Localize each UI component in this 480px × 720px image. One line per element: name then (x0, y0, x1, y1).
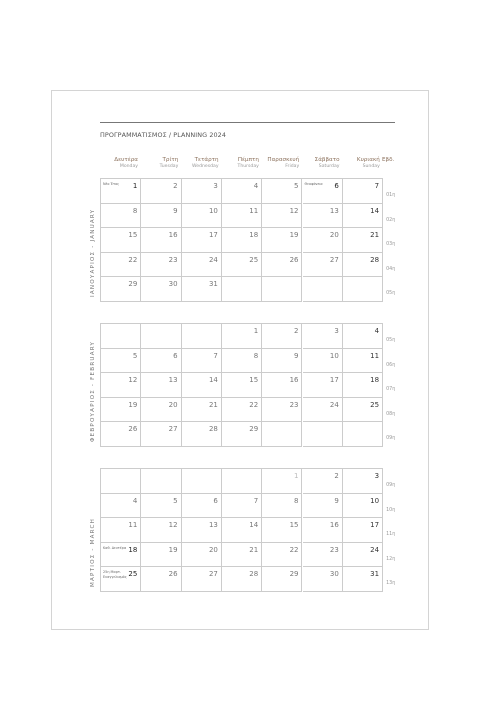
week-number: 09η (386, 436, 396, 442)
day-number: 12 (289, 206, 299, 215)
day-number: 29 (249, 425, 259, 434)
day-number: 13 (329, 206, 339, 215)
day-number: 14 (249, 521, 259, 530)
day-cell[interactable] (182, 469, 222, 494)
week-number: 09η (386, 483, 396, 488)
day-cell[interactable] (182, 373, 222, 398)
day-cell[interactable] (141, 543, 181, 568)
day-number: 31 (208, 280, 218, 289)
day-number: 15 (249, 376, 259, 385)
day-cell[interactable] (343, 422, 383, 447)
day-cell[interactable] (343, 253, 383, 278)
weekday-greek: Τετάρτη (194, 157, 219, 163)
day-number: 24 (329, 400, 339, 409)
day-cell[interactable] (262, 253, 302, 278)
day-number: 21 (208, 400, 218, 409)
day-number: 1 (132, 182, 138, 190)
day-number: 5 (294, 182, 299, 190)
day-cell[interactable] (182, 349, 222, 374)
day-cell[interactable] (182, 324, 222, 349)
day-cell[interactable] (101, 253, 141, 278)
day-cell[interactable] (222, 179, 262, 204)
day-cell[interactable] (222, 373, 262, 398)
day-number: 30 (168, 280, 178, 289)
day-number: 27 (168, 425, 178, 434)
day-number: 17 (329, 376, 339, 385)
day-cell[interactable] (141, 422, 181, 447)
day-cell[interactable] (141, 494, 181, 519)
day-cell[interactable] (222, 469, 262, 494)
weekday-english: Saturday (318, 164, 340, 169)
day-number: 25 (249, 255, 259, 264)
day-number: 4 (132, 496, 138, 505)
weekday-greek: Δευτέρα (114, 157, 138, 163)
month-label: ΜΑΡΤΙΟΣ - MARCH (90, 518, 96, 587)
day-cell[interactable] (222, 494, 262, 519)
day-number: 28 (249, 570, 259, 579)
day-cell[interactable] (141, 518, 181, 543)
day-number: 26 (168, 570, 178, 579)
month-grid (100, 323, 396, 447)
week-number: 05η (386, 291, 396, 297)
day-cell[interactable] (182, 277, 222, 302)
day-number: 6 (213, 496, 218, 505)
day-cell[interactable] (303, 373, 343, 398)
day-number: 17 (370, 521, 380, 530)
day-number: 1 (294, 472, 299, 480)
day-cell[interactable] (262, 494, 302, 519)
day-cell[interactable] (262, 518, 302, 543)
day-number: 2 (334, 472, 339, 480)
day-cell[interactable] (303, 398, 343, 423)
day-number: 3 (334, 327, 339, 335)
day-number: 19 (128, 400, 138, 409)
day-cell[interactable] (262, 277, 302, 302)
day-cell[interactable] (262, 349, 302, 374)
day-cell[interactable] (182, 518, 222, 543)
weekday-greek: Σάββατο (314, 157, 340, 163)
day-cell[interactable] (262, 324, 302, 349)
weekday-sunday (340, 157, 380, 170)
holiday-note: Καθ. Δευτέρα (103, 545, 127, 550)
weekday-greek: Παρασκευή (267, 157, 300, 163)
week-number: 12η (386, 556, 396, 562)
day-number: 16 (168, 231, 178, 240)
day-number: 9 (294, 351, 299, 360)
day-number: 23 (329, 545, 339, 554)
week-number: 10η (386, 507, 396, 513)
day-cell[interactable] (222, 422, 262, 447)
day-cell[interactable] (343, 518, 383, 543)
day-cell[interactable] (343, 494, 383, 519)
day-cell[interactable] (343, 398, 383, 423)
day-cell[interactable] (182, 567, 222, 592)
day-number: 25 (370, 400, 380, 409)
day-number: 13 (208, 521, 218, 530)
day-cell[interactable] (303, 228, 343, 253)
day-number: 2 (173, 182, 178, 190)
day-number: 15 (128, 231, 138, 240)
day-cell[interactable] (343, 179, 383, 204)
day-number: 6 (334, 182, 339, 190)
day-cell[interactable] (101, 349, 141, 374)
day-number: 16 (329, 521, 339, 530)
day-cell[interactable] (303, 422, 343, 447)
day-number: 7 (213, 351, 218, 360)
day-cell[interactable] (182, 543, 222, 568)
day-cell[interactable] (101, 422, 141, 447)
day-number: 25 (128, 570, 138, 579)
day-number: 18 (128, 545, 138, 554)
weekday-saturday (300, 157, 340, 170)
day-number: 3 (374, 472, 380, 480)
day-number: 11 (128, 521, 138, 530)
day-cell[interactable] (101, 518, 141, 543)
weekday-header (100, 157, 382, 173)
day-cell[interactable] (303, 204, 343, 229)
day-cell[interactable] (303, 277, 343, 302)
day-cell[interactable] (343, 543, 383, 568)
day-number: 5 (173, 496, 178, 505)
day-number: 22 (128, 255, 138, 264)
weekday-greek: Κυριακή (356, 157, 380, 163)
day-cell[interactable] (182, 398, 222, 423)
day-cell[interactable] (141, 373, 181, 398)
day-number: 23 (289, 400, 299, 409)
day-cell[interactable] (262, 179, 302, 204)
day-cell[interactable] (303, 324, 343, 349)
month-label: ΙΑΝΟΥΑΡΙΟΣ - JANUARY (90, 208, 96, 297)
day-cell[interactable] (222, 228, 262, 253)
day-number: 8 (253, 351, 259, 360)
day-cell[interactable] (182, 204, 222, 229)
day-cell[interactable] (182, 228, 222, 253)
day-cell[interactable] (343, 567, 383, 592)
day-number: 19 (168, 545, 178, 554)
day-cell[interactable] (141, 204, 181, 229)
day-number: 7 (374, 182, 380, 190)
month-grid (100, 468, 396, 592)
day-number: 26 (128, 425, 138, 434)
day-cell[interactable] (222, 398, 262, 423)
day-number: 4 (253, 182, 259, 190)
day-number: 23 (168, 255, 178, 264)
day-number: 18 (370, 376, 380, 385)
day-cell[interactable] (141, 228, 181, 253)
day-cell[interactable] (222, 324, 262, 349)
day-number: 8 (132, 206, 138, 215)
title-rule (100, 122, 395, 123)
day-number: 14 (208, 376, 218, 385)
day-number: 22 (289, 545, 299, 554)
day-number: 24 (370, 545, 380, 554)
day-number: 26 (289, 255, 299, 264)
day-cell[interactable] (101, 228, 141, 253)
weekday-english: Monday (119, 164, 138, 169)
day-number: 24 (208, 255, 218, 264)
day-number: 3 (213, 182, 218, 190)
day-number: 9 (173, 206, 178, 215)
weekday-greek: Τρίτη (162, 157, 179, 163)
day-number: 21 (249, 545, 259, 554)
week-number: 02η (386, 217, 396, 223)
day-cell[interactable] (182, 422, 222, 447)
day-number: 5 (132, 351, 138, 360)
day-number: 20 (208, 545, 218, 554)
day-cell[interactable] (141, 469, 181, 494)
day-number: 19 (289, 231, 299, 240)
day-number: 12 (128, 376, 138, 385)
day-number: 28 (208, 425, 218, 434)
week-number: 11η (386, 532, 396, 538)
holiday-note: Θεοφάνεια (304, 182, 323, 186)
day-cell[interactable] (141, 398, 181, 423)
weekday-tuesday (138, 157, 178, 170)
day-cell[interactable] (101, 179, 141, 204)
day-number: 18 (249, 231, 259, 240)
day-number: 30 (329, 570, 339, 579)
day-number: 12 (168, 521, 178, 530)
day-number: 14 (370, 206, 380, 215)
day-number: 17 (208, 231, 218, 240)
day-number: 29 (289, 570, 299, 579)
day-cell[interactable] (343, 373, 383, 398)
day-number: 16 (289, 376, 299, 385)
day-cell[interactable] (101, 494, 141, 519)
page-title: ΠΡΟΓΡΑΜΜΑΤΙΣΜΟΣ / PLANNING 2024 (100, 131, 227, 139)
day-cell[interactable] (262, 398, 302, 423)
day-cell[interactable] (141, 277, 181, 302)
day-cell[interactable] (303, 349, 343, 374)
day-cell[interactable] (303, 253, 343, 278)
day-cell[interactable] (343, 277, 383, 302)
week-column-header: Εβδ. (382, 157, 395, 163)
day-number: 1 (253, 327, 259, 335)
week-number: 13η (386, 581, 396, 587)
day-cell[interactable] (182, 494, 222, 519)
day-cell[interactable] (182, 253, 222, 278)
day-number: 9 (334, 496, 339, 505)
day-number: 27 (329, 255, 339, 264)
day-number: 2 (294, 327, 299, 335)
day-cell[interactable] (222, 349, 262, 374)
day-cell[interactable] (101, 567, 141, 592)
day-cell[interactable] (303, 469, 343, 494)
day-number: 11 (370, 351, 380, 360)
week-number: 08η (386, 411, 396, 417)
day-cell[interactable] (303, 567, 343, 592)
day-cell[interactable] (262, 543, 302, 568)
day-number: 13 (168, 376, 178, 385)
day-cell[interactable] (262, 422, 302, 447)
day-number: 15 (289, 521, 299, 530)
day-cell[interactable] (303, 494, 343, 519)
day-cell[interactable] (101, 398, 141, 423)
day-cell[interactable] (303, 543, 343, 568)
day-cell[interactable] (101, 373, 141, 398)
day-number: 29 (128, 280, 138, 289)
day-cell[interactable] (222, 518, 262, 543)
week-number: 04η (386, 266, 396, 272)
month-label: ΦΕΒΡΟΥΑΡΙΟΣ - FEBRUARY (90, 340, 96, 442)
day-cell[interactable] (141, 179, 181, 204)
weekday-english: Sunday (362, 164, 380, 169)
day-number: 21 (370, 231, 380, 240)
weekday-greek: Πέμπτη (237, 157, 259, 163)
weekday-monday (98, 157, 138, 170)
day-cell[interactable] (101, 543, 141, 568)
day-number: 20 (168, 400, 178, 409)
day-cell[interactable] (262, 204, 302, 229)
planner-page (51, 90, 429, 630)
day-number: 7 (253, 496, 259, 505)
day-cell[interactable] (222, 277, 262, 302)
weekday-friday (259, 157, 299, 170)
day-number: 22 (249, 400, 259, 409)
week-number: 05η (386, 338, 396, 343)
day-cell[interactable] (343, 349, 383, 374)
weekday-wednesday (179, 157, 219, 170)
day-cell[interactable] (262, 469, 302, 494)
day-cell[interactable] (222, 567, 262, 592)
week-number: 07η (386, 387, 396, 393)
day-cell[interactable] (101, 469, 141, 494)
day-cell[interactable] (141, 324, 181, 349)
month-grid (100, 178, 396, 302)
week-number: 03η (386, 242, 396, 248)
day-cell[interactable] (222, 253, 262, 278)
weekday-english: Friday (285, 164, 300, 169)
day-cell[interactable] (182, 179, 222, 204)
holiday-note: 25η Μαρτ. Ευαγγελισμός (103, 570, 127, 579)
day-number: 11 (249, 206, 259, 215)
day-cell[interactable] (262, 228, 302, 253)
day-number: 31 (370, 570, 380, 579)
day-number: 10 (208, 206, 218, 215)
weekday-english: Wednesday (191, 164, 219, 169)
day-cell[interactable] (303, 179, 343, 204)
day-number: 10 (329, 351, 339, 360)
weekday-english: Tuesday (159, 164, 179, 169)
day-number: 4 (374, 327, 380, 335)
day-number: 8 (294, 496, 299, 505)
week-number: 06η (386, 362, 396, 368)
day-cell[interactable] (141, 349, 181, 374)
day-cell[interactable] (343, 204, 383, 229)
day-cell[interactable] (141, 253, 181, 278)
day-cell[interactable] (222, 204, 262, 229)
day-cell[interactable] (262, 567, 302, 592)
day-number: 6 (173, 351, 178, 360)
day-cell[interactable] (222, 543, 262, 568)
day-cell[interactable] (101, 324, 141, 349)
day-cell[interactable] (343, 228, 383, 253)
day-cell[interactable] (141, 567, 181, 592)
day-number: 10 (370, 496, 380, 505)
day-cell[interactable] (343, 324, 383, 349)
day-cell[interactable] (262, 373, 302, 398)
day-cell[interactable] (343, 469, 383, 494)
day-cell[interactable] (101, 204, 141, 229)
day-cell[interactable] (101, 277, 141, 302)
day-number: 28 (370, 255, 380, 264)
holiday-note: Νέο Έτος (103, 182, 120, 186)
day-number: 20 (329, 231, 339, 240)
weekday-english: Thursday (237, 164, 259, 169)
day-cell[interactable] (303, 518, 343, 543)
weekday-thursday (219, 157, 259, 170)
day-number: 27 (208, 570, 218, 579)
week-number: 01η (386, 193, 396, 198)
